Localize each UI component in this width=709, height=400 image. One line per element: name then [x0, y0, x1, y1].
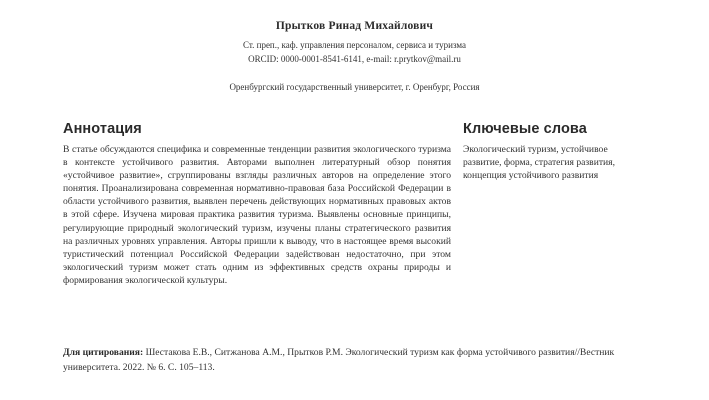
keywords-title: Ключевые слова: [463, 121, 587, 137]
citation-text: Шестакова Е.В., Ситжанова А.М., Прытков Р.М. Экологический туризм как форма устойчивого развития//Вестник университета. 2022. № 6. С. 105–113.: [63, 347, 615, 373]
author-name: Прытков Ринад Михайлович: [275, 20, 434, 32]
keywords-text: Экологический туризм, устойчивое развитие, форма, стратегия развития, концепция устойчивого развития: [463, 144, 615, 182]
author-position: Ст. преп., каф. управления персоналом, сервиса и туризма: [242, 40, 466, 50]
citation-label: Для цитирования:: [63, 347, 144, 358]
cropped-header-line: [0, 0, 709, 5]
abstract-title: Аннотация: [63, 121, 142, 137]
citation-block: [63, 346, 653, 375]
author-contacts: ORCID: 0000-0001-8541-6141, e-mail: r.prytkov@mail.ru: [248, 54, 461, 64]
abstract-text: В статье обсуждаются специфика и современные тенденции развития экологического туризма в контексте устойчивого развития. Авторами выполнен литературный обзор понятия «устойчивое развитие», сгруппированы взгляды различных авторов на определение этого понятия. Проанализирована современная нормативно-правовая база Российской Федерации в области устойчивого развития, выявлен перечень действующих нормативных правовых актов в этой сфере. Изучена мировая практика развития туризма. Выявлены основные принципы, регулирующие природный экологический туризм, изучены планы стратегического развития на различных уровнях управления. Авторы пришли к выводу, что в настоящее время высокий туристический потенциал Российской Федерации задействован недостаточно, при этом экологический туризм может стать одним из эффективных средств охраны природы и формирования экологической культуры.: [63, 144, 451, 286]
affiliation: Оренбургский государственный университет, г. Оренбург, Россия: [229, 82, 480, 92]
